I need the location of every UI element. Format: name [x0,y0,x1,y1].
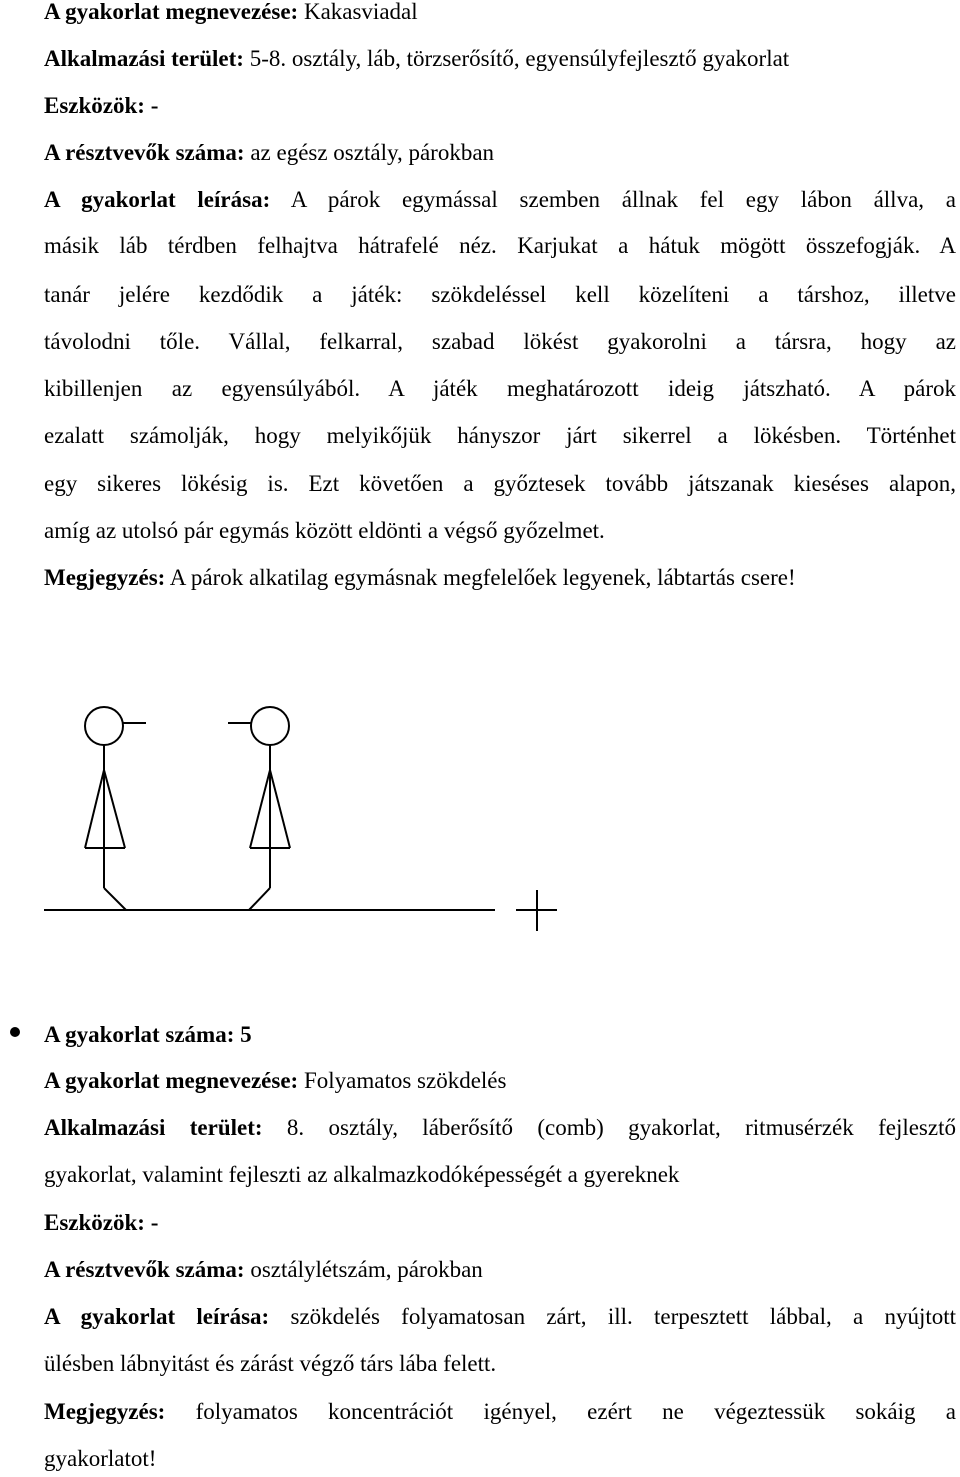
description-line-8: amíg az utolsó pár egymás között eldönti a végső győzelmet. [44,518,605,543]
description-text-2-1: szökdelés folyamatosan zárt, ill. terpesztett lábbal, a nyújtott [269,1304,957,1329]
description-line-2: másik láb térdben felhajtva hátrafelé néz. Karjukat a hátuk mögött összefogják. A [44,233,956,258]
stick-figure-left [85,707,146,910]
description-text-1: A párok egymással szemben állnak fel egy lábon állva, a [270,187,956,212]
application-area-label-2: Alkalmazási terület: [44,1115,263,1140]
participants-value: az egész osztály, párokban [244,140,495,165]
note-line-2 [44,1397,956,1427]
note-label: Megjegyzés: [44,565,166,590]
tools-label: Eszközök: - [44,93,159,118]
tools-line-2 [44,1208,956,1238]
note-label-2: Megjegyzés: [44,1399,166,1424]
exercise-name-label-2: A gyakorlat megnevezése: [44,1068,299,1093]
application-area-value: 5-8. osztály, láb, törzserősítő, egyensúlyfejlesztő gyakorlat [243,46,790,71]
participants-label: A résztvevők száma: [44,140,245,165]
bullet-point [10,1027,20,1037]
description-label: A gyakorlat leírása: [44,187,271,212]
exercise-number-label: A gyakorlat száma: 5 [44,1022,252,1047]
exercise-name-line-2 [44,1066,956,1096]
participants-value-2: osztálylétszám, párokban [244,1257,483,1282]
note-value-2: folyamatos koncentrációt igényel, ezért ne végeztessük sokáig a [165,1399,956,1424]
description-line-5: kibillenjen az egyensúlyából. A játék meghatározott ideig játszható. A párok [44,376,956,401]
participants-line-2 [44,1255,956,1285]
description-line-4: távolodni tőle. Vállal, felkarral, szabad lökést gyakorolni a társra, hogy az [44,329,956,354]
application-area-line-2b: gyakorlat, valamint fejleszti az alkalmazkodóképességét a gyereknek [44,1162,680,1187]
description-label-2: A gyakorlat leírása: [44,1304,270,1329]
tools-label-2: Eszközök: - [44,1210,159,1235]
description-line-2-1 [44,1302,956,1332]
exercise-name-value: Kakasviadal [298,0,418,24]
exercise-name-label: A gyakorlat megnevezése: [44,0,299,24]
application-area-label: Alkalmazási terület: [44,46,244,71]
description-line-7: egy sikeres lökésig is. Ezt követően a győztesek tovább játszanak kieséses alapon, [44,471,956,496]
note-line-2b: gyakorlatot! [44,1446,157,1471]
description-line-3: tanár jelére kezdődik a játék: szökdeléssel kell közelíteni a társhoz, illetve [44,282,956,307]
description-line-6: ezalatt számolják, hogy melyikőjük hányszor járt sikerrel a lökésben. Történhet [44,423,956,448]
application-area-value-2: 8. osztály, láberősítő (comb) gyakorlat, ritmusérzék fejlesztő [262,1115,956,1140]
application-area-line-2 [44,1113,956,1143]
participants-label-2: A résztvevők száma: [44,1257,245,1282]
exercise-number-line [44,1020,956,1050]
exercise-name-value-2: Folyamatos szökdelés [298,1068,507,1093]
stick-figure-right [228,707,290,910]
note-value: A párok alkatilag egymásnak megfelelőek legyenek, lábtartás csere! [165,565,796,590]
description-line-2-2: ülésben lábnyitást és zárást végző társ lába felett. [44,1351,497,1376]
